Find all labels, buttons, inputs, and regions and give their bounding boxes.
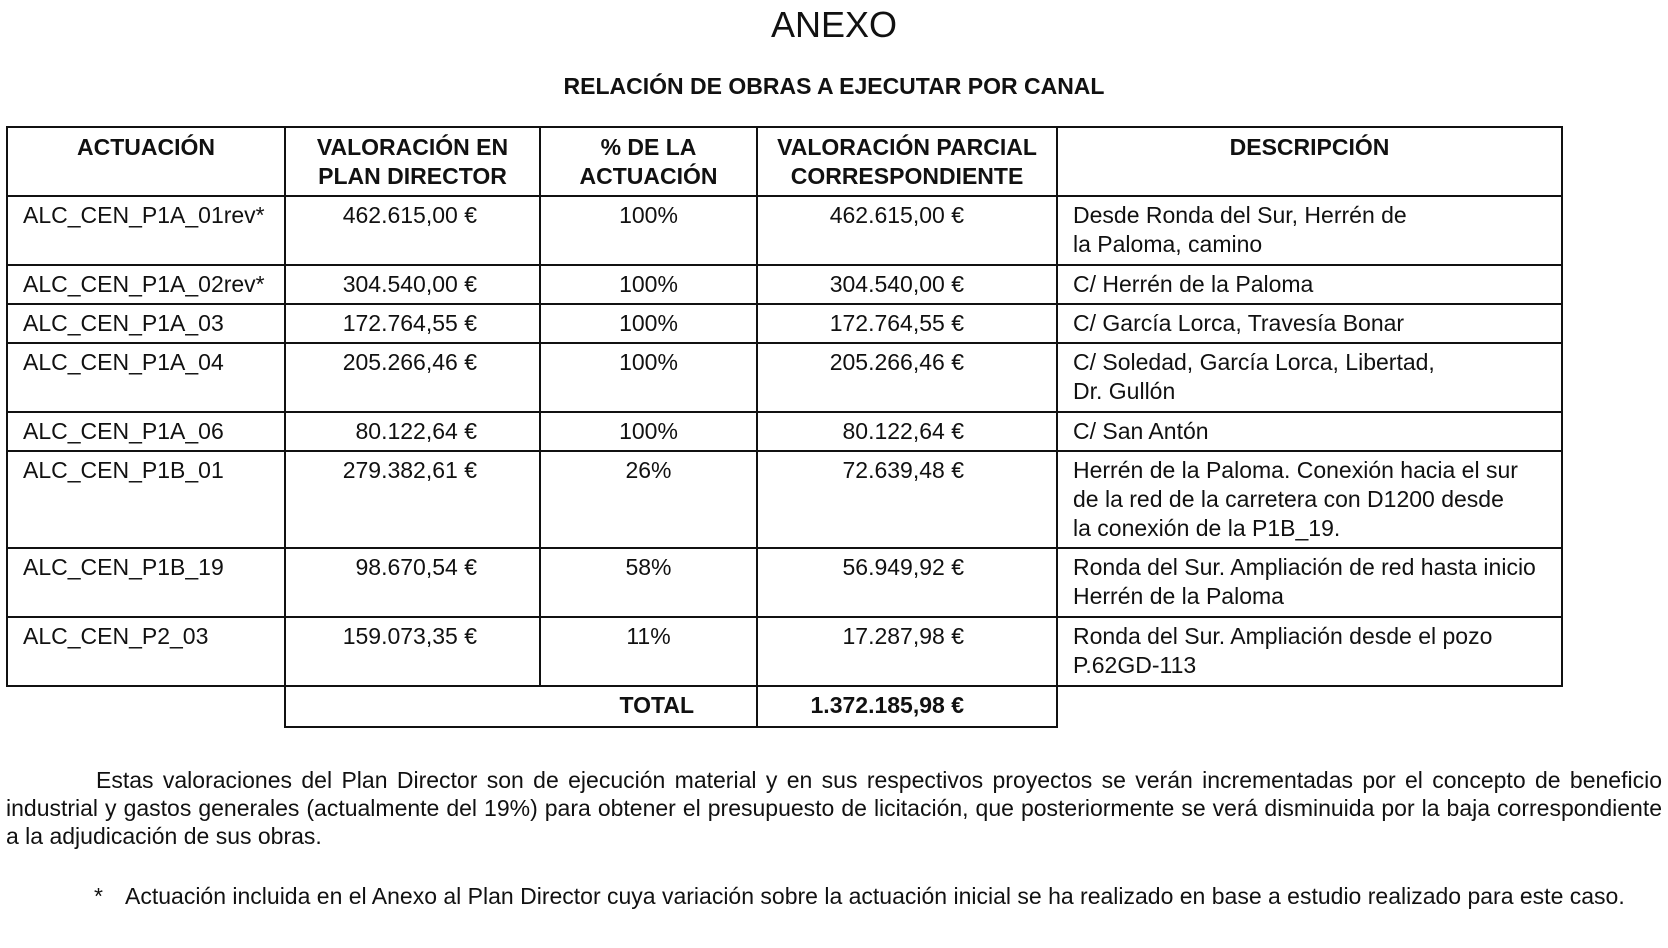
cell-descripcion: C/ San Antón xyxy=(1057,412,1562,451)
cell-porcentaje: 26% xyxy=(540,451,757,548)
cell-porcentaje: 58% xyxy=(540,548,757,617)
cell-parcial: 462.615,00 € xyxy=(757,196,1057,265)
cell-valoracion: 279.382,61 € xyxy=(285,451,540,548)
cell-descripcion: Ronda del Sur. Ampliación de red hasta inicio Herrén de la Paloma xyxy=(1057,548,1562,617)
cell-valoracion: 80.122,64 € xyxy=(285,412,540,451)
cell-valoracion: 98.670,54 € xyxy=(285,548,540,617)
cell-parcial: 205.266,46 € xyxy=(757,343,1057,412)
cell-parcial: 172.764,55 € xyxy=(757,304,1057,343)
total-label: TOTAL xyxy=(285,686,757,727)
footnote-marker: * xyxy=(94,883,103,909)
cell-descripcion: C/ Herrén de la Paloma xyxy=(1057,265,1562,304)
total-row xyxy=(7,686,1562,727)
total-blank-cell xyxy=(1057,686,1562,727)
cell-actuacion: ALC_CEN_P1A_04 xyxy=(7,343,285,412)
cell-descripcion: C/ García Lorca, Travesía Bonar xyxy=(1057,304,1562,343)
table-row xyxy=(7,304,1562,343)
header-descripcion: DESCRIPCIÓN xyxy=(1057,127,1562,196)
cell-porcentaje: 100% xyxy=(540,196,757,265)
cell-actuacion: ALC_CEN_P2_03 xyxy=(7,617,285,686)
cell-valoracion: 205.266,46 € xyxy=(285,343,540,412)
document-title: ANEXO xyxy=(770,4,898,45)
cell-porcentaje: 100% xyxy=(540,265,757,304)
cell-valoracion: 159.073,35 € xyxy=(285,617,540,686)
table-row xyxy=(7,412,1562,451)
cell-actuacion: ALC_CEN_P1B_01 xyxy=(7,451,285,548)
header-porcentaje: % DE LA ACTUACIÓN xyxy=(540,127,757,196)
table-row xyxy=(7,548,1562,617)
cell-porcentaje: 100% xyxy=(540,304,757,343)
cell-porcentaje: 11% xyxy=(540,617,757,686)
table-header-row xyxy=(7,127,1562,196)
cell-descripcion: Desde Ronda del Sur, Herrén de la Paloma, camino xyxy=(1057,196,1562,265)
cell-porcentaje: 100% xyxy=(540,343,757,412)
table-row xyxy=(7,343,1562,412)
cell-parcial: 304.540,00 € xyxy=(757,265,1057,304)
cell-actuacion: ALC_CEN_P1A_06 xyxy=(7,412,285,451)
cell-parcial: 56.949,92 € xyxy=(757,548,1057,617)
table-row xyxy=(7,265,1562,304)
cell-valoracion: 172.764,55 € xyxy=(285,304,540,343)
cell-actuacion: ALC_CEN_P1A_02rev* xyxy=(7,265,285,304)
cell-descripcion: C/ Soledad, García Lorca, Libertad, Dr. Gullón xyxy=(1057,343,1562,412)
cell-descripcion: Ronda del Sur. Ampliación desde el pozo P.62GD-113 xyxy=(1057,617,1562,686)
cell-descripcion: Herrén de la Paloma. Conexión hacia el sur de la red de la carretera con D1200 desde la conexión de la P1B_19. xyxy=(1057,451,1562,548)
cell-valoracion: 462.615,00 € xyxy=(285,196,540,265)
cell-actuacion: ALC_CEN_P1A_01rev* xyxy=(7,196,285,265)
table-row xyxy=(7,617,1562,686)
header-valoracion-parcial: VALORACIÓN PARCIAL CORRESPONDIENTE xyxy=(757,127,1057,196)
cell-actuacion: ALC_CEN_P1A_03 xyxy=(7,304,285,343)
footnote-text: Actuación incluida en el Anexo al Plan Director cuya variación sobre la actuación inicial se ha realizado en base a estudio realizado para este caso. xyxy=(125,883,1625,909)
cell-valoracion: 304.540,00 € xyxy=(285,265,540,304)
explanatory-paragraph: Estas valoraciones del Plan Director son de ejecución material y en sus respectivos proyectos se verán incrementadas por el concepto de beneficio industrial y gastos generales (actualmente del 19%) para obtener el presupuesto de licitación, que posteriormente se verá disminuida por la baja correspondiente a la adjudicación de sus obras. xyxy=(6,767,1662,849)
total-value: 1.372.185,98 € xyxy=(757,686,1057,727)
cell-parcial: 80.122,64 € xyxy=(757,412,1057,451)
header-actuacion: ACTUACIÓN xyxy=(7,127,285,196)
cell-actuacion: ALC_CEN_P1B_19 xyxy=(7,548,285,617)
document-subtitle: RELACIÓN DE OBRAS A EJECUTAR POR CANAL xyxy=(563,73,1105,99)
total-blank-cell xyxy=(7,686,285,727)
table-row xyxy=(7,196,1562,265)
header-valoracion: VALORACIÓN EN PLAN DIRECTOR xyxy=(285,127,540,196)
cell-parcial: 17.287,98 € xyxy=(757,617,1057,686)
table-row xyxy=(7,451,1562,548)
cell-porcentaje: 100% xyxy=(540,412,757,451)
cell-parcial: 72.639,48 € xyxy=(757,451,1057,548)
works-table xyxy=(6,126,1563,728)
